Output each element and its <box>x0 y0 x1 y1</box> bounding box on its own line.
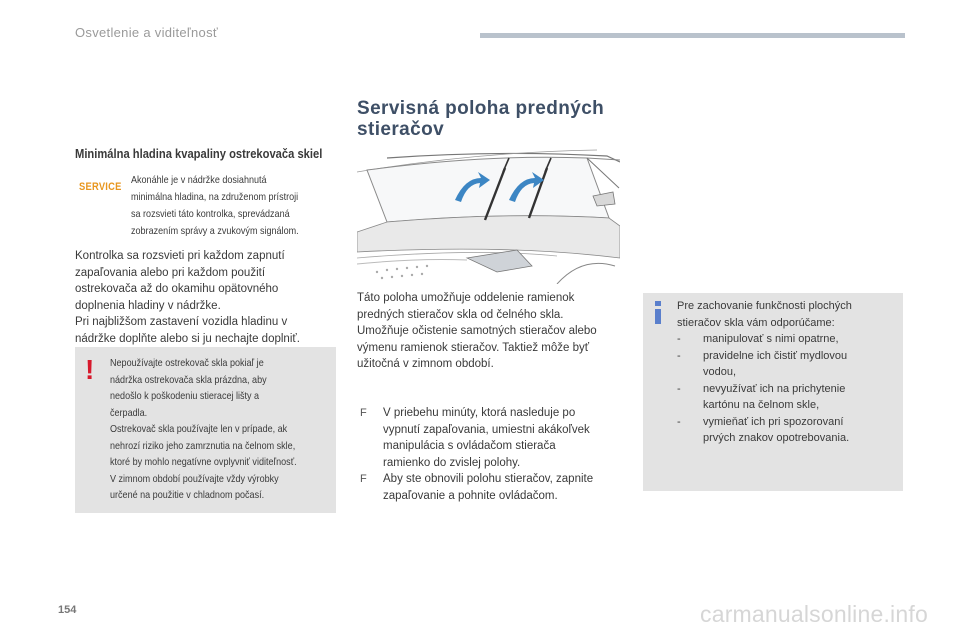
watermark: carmanualsonline.info <box>700 601 928 627</box>
list-line: prvých znakov opotrebovania. <box>703 432 850 444</box>
service-warning-icon: SERVICE <box>79 181 122 193</box>
service-position-body <box>357 290 623 373</box>
list-dash: - <box>677 382 681 395</box>
page-number: 154 <box>58 604 77 616</box>
step-line: V priebehu minúty, ktorá nasleduje po <box>383 407 576 419</box>
body-line: Kontrolka sa rozsvieti pri každom zapnutí <box>75 250 285 262</box>
washer-fluid-heading: Minimálna hladina kvapaliny ostrekovača skiel <box>75 146 323 161</box>
title-line: stieračov <box>357 119 445 140</box>
section-header-title: Osvetlenie a viditeľnosť <box>75 25 219 40</box>
warning-box <box>75 347 336 513</box>
body-line: predných stieračov skla od čelného skla. <box>357 308 564 321</box>
list-dash: - <box>677 333 681 345</box>
page-title <box>357 98 604 140</box>
body-line: Umožňuje očistenie samotných stieračov alebo <box>357 325 597 337</box>
step-line: Aby ste obnovili polohu stieračov, zapnite <box>383 473 594 485</box>
procedure-steps <box>357 405 627 504</box>
warning-line: Nepoužívajte ostrekovač skla pokiaľ je <box>110 357 264 369</box>
step-line: vypnutí zapaľovania, umiestni akákoľvek <box>383 423 590 436</box>
warning-line: nedošlo k poškodeniu stieracej lišty a <box>110 390 260 402</box>
list-line: manipulovať s nimi opatrne, <box>703 333 839 345</box>
list-item <box>677 381 893 414</box>
list-dash: - <box>677 415 681 428</box>
body-line: zapaľovania alebo pri každom použití <box>75 266 266 279</box>
step-line: zapaľovanie a pohnite ovládačom. <box>383 489 558 502</box>
warning-line: určené na použitie v chladnom počasí. <box>110 489 265 501</box>
step-line: manipulácia s ovládačom stierača <box>383 440 556 452</box>
service-line: minimálna hladina, na združenom prístroji <box>131 191 299 203</box>
list-line: pravidelne ich čistiť mydlovou <box>703 349 848 362</box>
list-line: nevyužívať ich na prichytenie <box>703 382 846 395</box>
info-intro: Pre zachovanie funkčnosti plochých stieračov skla vám odporúčame: <box>677 300 852 329</box>
warning-line: V zimnom období používajte vždy výrobky <box>110 472 279 485</box>
service-description <box>131 172 337 240</box>
service-line: zobrazením správy a zvukovým signálom. <box>131 225 299 237</box>
warning-line: nádržka ostrekovača skla prázdna, aby <box>110 373 267 386</box>
header-divider-bar <box>480 33 905 38</box>
list-item <box>677 414 893 447</box>
info-box <box>643 293 903 491</box>
body-line: nádržke doplňte alebo si ju nechajte doplniť. <box>75 332 300 345</box>
list-item <box>677 331 893 348</box>
info-icon <box>655 301 661 323</box>
body-line: užitočná v zimnom období. <box>357 358 494 370</box>
list-line: vodou, <box>703 366 737 378</box>
body-line: výmenu ramienok stieračov. Taktiež môže byť <box>357 341 590 354</box>
exclamation-warning-icon: ! <box>85 354 95 385</box>
body-line: Táto poloha umožňuje oddelenie ramienok <box>357 292 575 304</box>
warning-text <box>110 355 330 504</box>
warning-line: Ostrekovač skla používajte len v prípade, ak <box>110 423 288 435</box>
list-dash: - <box>677 349 681 362</box>
step-line: ramienko do zvislej polohy. <box>383 456 521 469</box>
list-item <box>677 348 893 381</box>
warning-line: nehrozí riziko jeho zamrznutia na čelnom skle, <box>110 439 296 452</box>
step-bullet-icon: F <box>360 473 367 485</box>
procedure-step <box>357 405 627 471</box>
body-line: Pri najbližšom zastavení vozidla hladinu v <box>75 316 288 328</box>
body-line: doplnenia hladiny v nádržke. <box>75 299 221 312</box>
windscreen-wiper-illustration <box>357 148 620 284</box>
info-list <box>677 331 893 447</box>
service-line: Akonáhle je v nádržke dosiahnutá <box>131 174 267 186</box>
body-line: ostrekovača až do okamihu opätovného <box>75 283 279 295</box>
title-line: Servisná poloha predných <box>357 98 605 119</box>
warning-line: ktoré by mohlo negatívne ovplyvniť viditeľnosť. <box>110 456 297 468</box>
procedure-step <box>357 471 627 504</box>
step-bullet-icon: F <box>360 407 367 419</box>
list-line: vymieňať ich pri spozorovaní <box>703 415 844 428</box>
list-line: kartónu na čelnom skle, <box>703 399 820 411</box>
service-line: sa rozsvieti táto kontrolka, sprevádzaná <box>131 208 290 220</box>
washer-fluid-body <box>75 248 345 347</box>
warning-line: čerpadla. <box>110 406 148 419</box>
